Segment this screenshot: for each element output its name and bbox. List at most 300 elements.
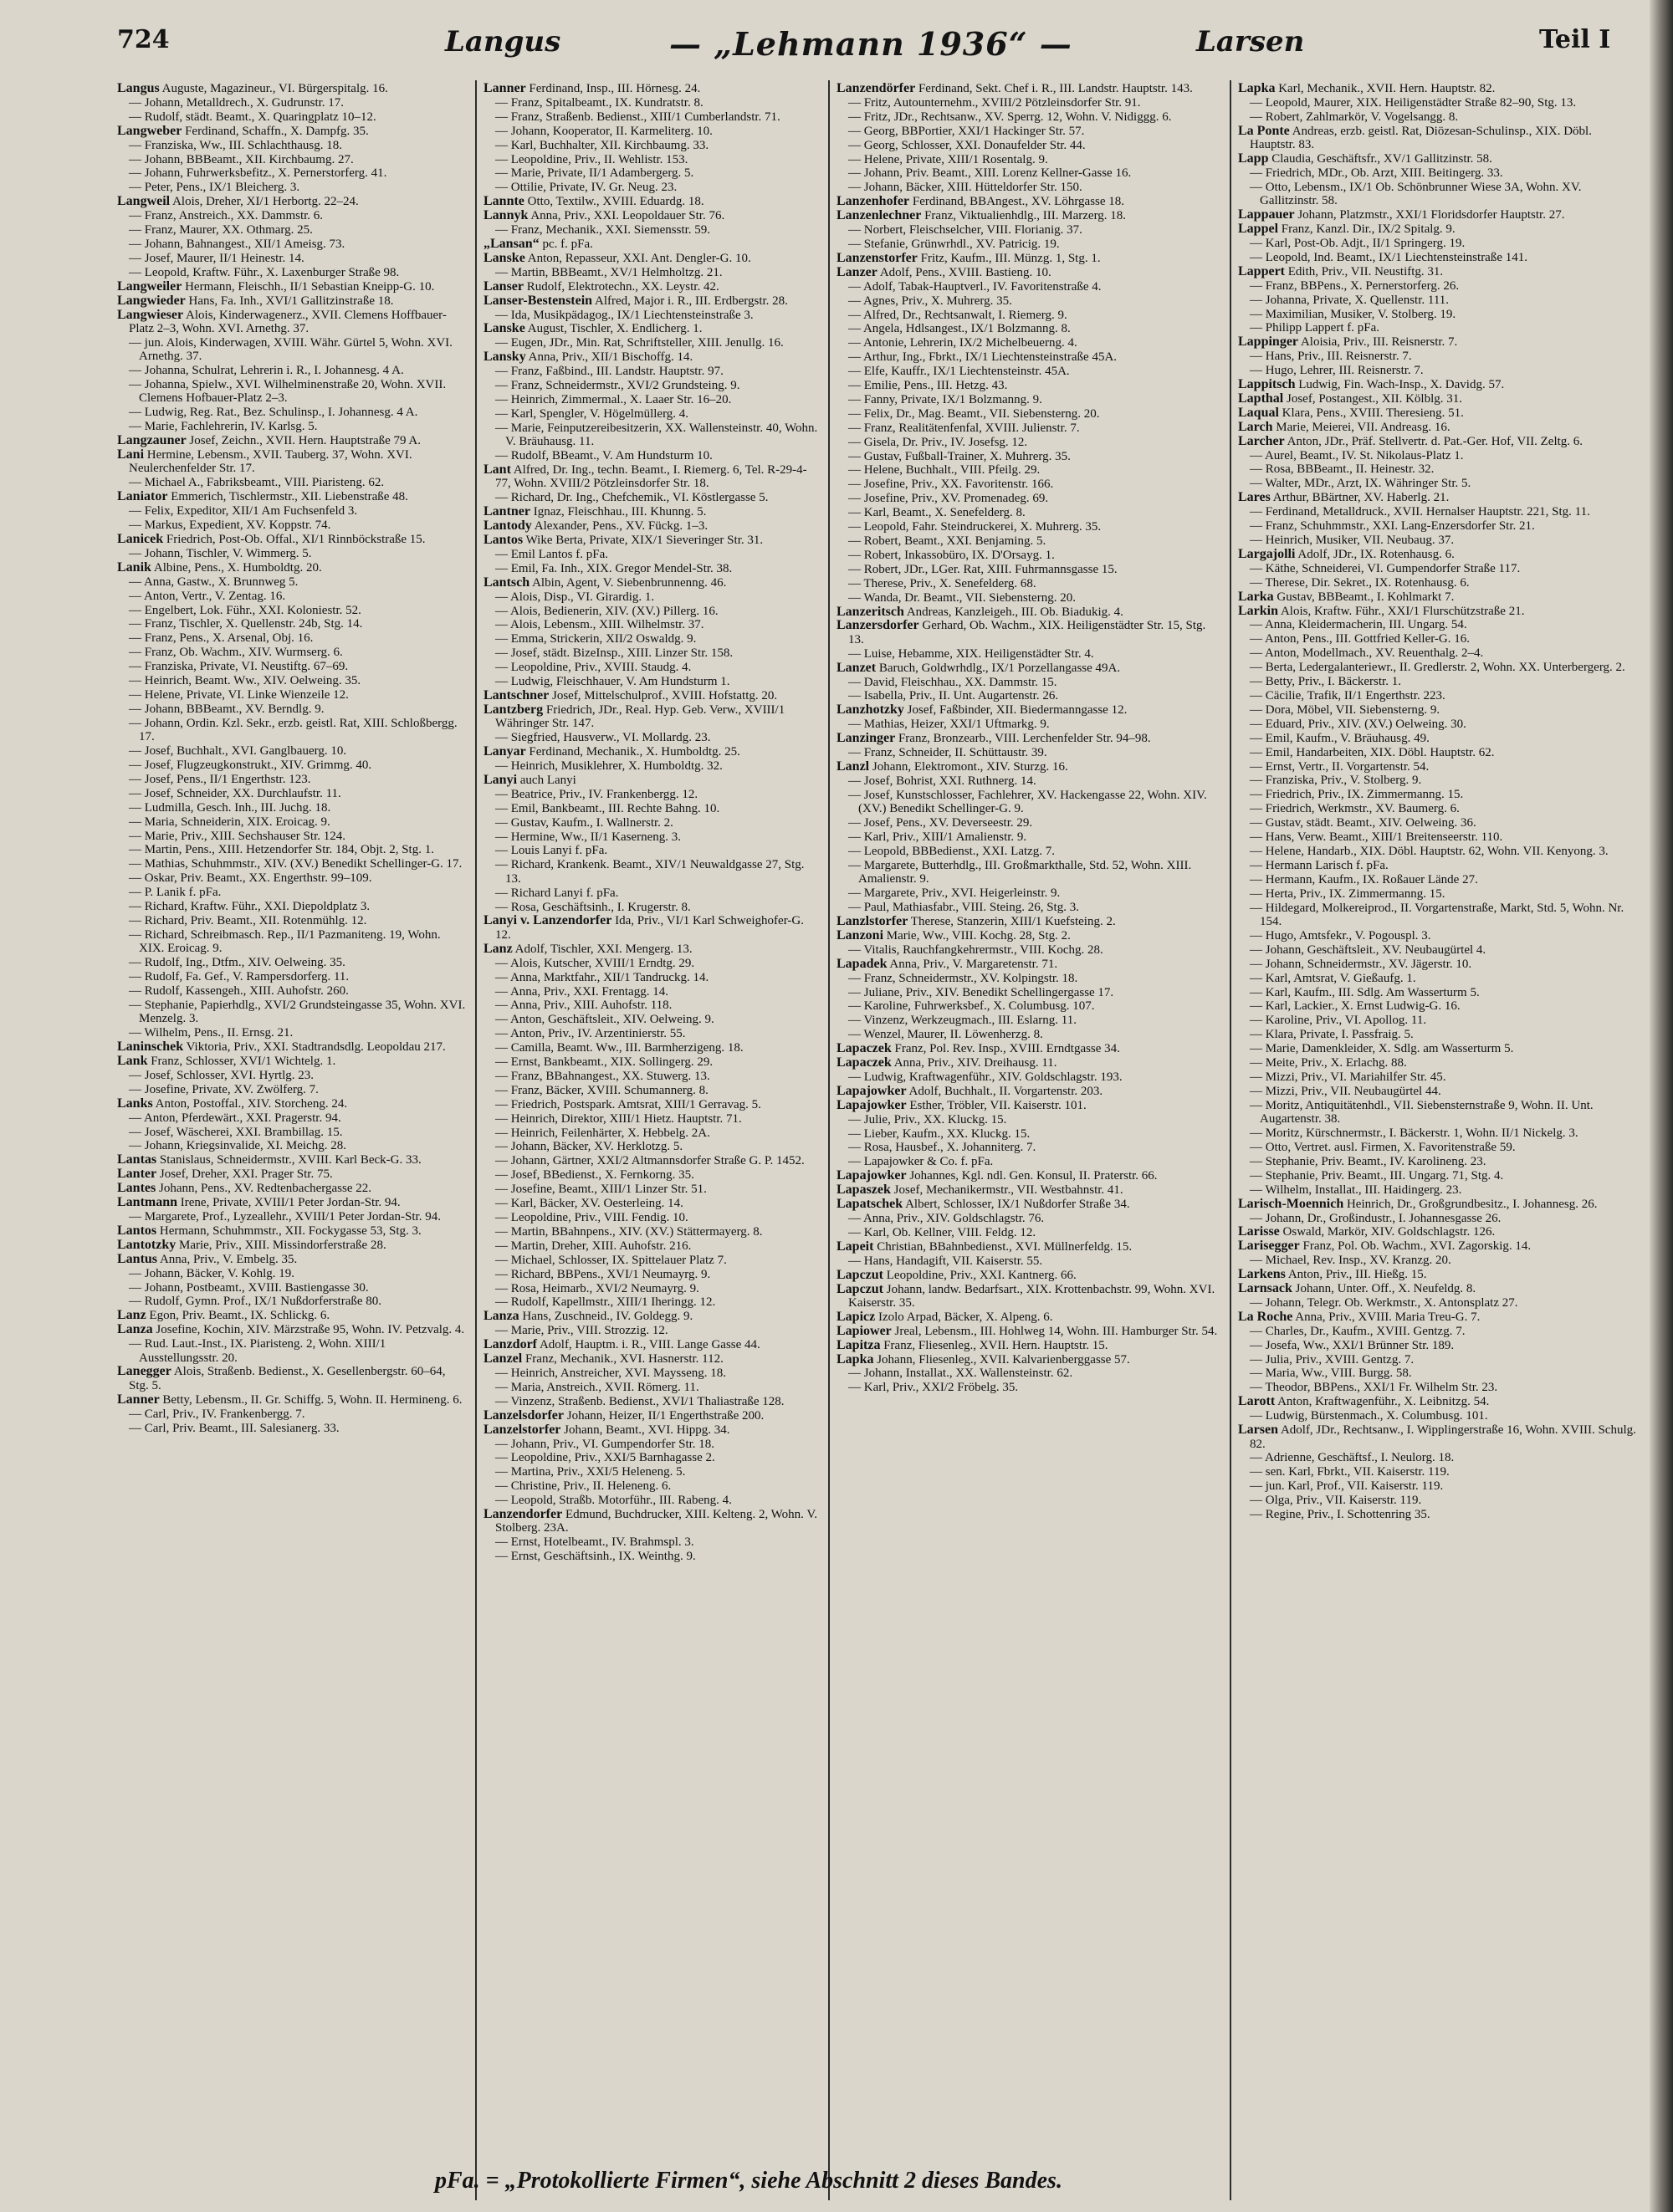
directory-entry (836, 549, 1223, 562)
directory-entry (117, 1365, 467, 1392)
surname: Lanzoni (836, 927, 884, 943)
entry-details: Franz, Spitalbeamt., IX. Kundratstr. 8. (510, 95, 703, 110)
directory-entry (1238, 718, 1638, 731)
entry-details: Karl, Lackier., X. Ernst Ludwig-G. 16. (1265, 999, 1461, 1014)
entry-details: Karl, Priv., XIII/1 Amalienstr. 9. (863, 830, 1027, 845)
surname: Largajolli (1238, 546, 1296, 561)
entry-details: Hugo, Lehrer, III. Reisnerstr. 7. (1265, 364, 1424, 378)
entry-details: Leopold, Kraftw. Führ., X. Laxenburger Straße 98. (144, 265, 400, 279)
surname: Langwieser (117, 307, 184, 322)
entry-details: Julie, Priv., XX. Kluckg. 15. (863, 1112, 1007, 1126)
directory-entry (1238, 859, 1638, 872)
directory-entry (117, 336, 467, 364)
directory-entry (117, 1422, 467, 1435)
directory-entry (483, 1395, 821, 1408)
surname: Lanske (483, 321, 525, 336)
directory-entry (117, 519, 467, 532)
directory-entry (836, 181, 1223, 194)
surname: Lapiower (836, 1323, 892, 1338)
entry-details: Franz, Kanzl. Dir., IX/2 Spitalg. 9. (1281, 222, 1456, 237)
directory-entry (483, 844, 821, 857)
directory-entry (483, 1183, 821, 1196)
entry-details: Heinrich, Dr., Großgrundbesitz., I. Johannesg. 26. (1346, 1197, 1598, 1211)
entry-details: Anna, Priv., XIV. Goldschlagstr. 76. (862, 1212, 1045, 1225)
entry-details: Fritz, Kaufm., III. Münzg. 1, Stg. 1. (920, 251, 1101, 265)
entry-details: Michael A., Fabriksbeamt., VIII. Piaristeng. 62. (144, 476, 385, 490)
entry-details: Fritz, Autounternehm., XVIII/2 Pötzleinsdorfer Str. 91. (863, 95, 1141, 110)
surname: Lanzlstorfer (836, 913, 908, 928)
entry-details: Wike Berta, Private, XIX/1 Sieveringer Str. 31. (525, 534, 764, 547)
directory-entry (836, 393, 1223, 406)
entry-details: Johann, Heizer, II/1 Engerthstraße 200. (566, 1408, 765, 1423)
surname: Lappert (1238, 263, 1285, 278)
entry-details: Johann, Gärtner, XXI/2 Altmannsdorfer Straße G. P. 1452. (510, 1154, 805, 1168)
directory-entry (1238, 1423, 1638, 1451)
entry-details: Klara, Private, I. Passfraig. 5. (1265, 1028, 1414, 1042)
directory-entry (836, 1283, 1223, 1310)
entry-details: Johann, Kooperator, II. Karmeliterg. 10. (510, 124, 713, 138)
entry-details: Hans, Fa. Inh., XVI/1 Gallitzinstraße 18. (188, 294, 394, 308)
directory-entry (117, 1055, 467, 1068)
entry-details: Franz, Schneider, II. Schüttaustr. 39. (863, 746, 1047, 760)
directory-entry (1238, 166, 1638, 180)
directory-entry (1238, 675, 1638, 688)
directory-entry (836, 1056, 1223, 1070)
entry-details: Emil, Fa. Inh., XIX. Gregor Mendel-Str. 38. (510, 561, 733, 575)
entry-details: Claudia, Geschäftsfr., XV/1 Gallitzinstr. 58. (1271, 152, 1492, 166)
surname: Larnsack (1238, 1281, 1292, 1296)
directory-entry (836, 478, 1223, 491)
directory-entry (117, 476, 467, 489)
column-divider (828, 80, 830, 2200)
directory-entry (1238, 774, 1638, 787)
entry-details: Wilhelm, Installat., III. Haidingerg. 23. (1265, 1183, 1462, 1197)
entry-details: Josef, Faßbinder, XII. Biedermanngasse 12. (907, 703, 1128, 718)
entry-details: Mathias, Heizer, XXI/1 Uftmarkg. 9. (863, 718, 1050, 732)
directory-entry (483, 1041, 821, 1055)
directory-entry (483, 605, 821, 618)
entry-details: Ferdinand, BBAngest., XV. Löhrgasse 18. (912, 195, 1125, 209)
entry-details: Adolf, Pens., XVIII. Bastieng. 10. (879, 265, 1051, 279)
entry-details: Alois, Disp., VI. Girardig. 1. (509, 590, 655, 604)
surname: Lanza (117, 1322, 153, 1337)
entry-details: Heinrich, Beamt. Ww., XIV. Oelweing. 35. (144, 674, 361, 688)
directory-entry (117, 674, 467, 687)
entry-details: Franz, Straßenb. Bedienst., XIII/1 Cumberlandstr. 71. (510, 110, 780, 124)
entry-details: Marie, Meierei, VII. Andreasg. 16. (1276, 420, 1450, 434)
entry-details: Wilhelm, Pens., II. Ernsg. 21. (144, 1026, 294, 1040)
entry-details: Alois, Kinderwagenerz., XVII. Clemens Hoffbauer-Platz 2–3, Wohn. XVI. Arnethg. 37. (129, 308, 447, 335)
entry-details: Josef, Pens., II/1 Engerthstr. 123. (144, 772, 311, 786)
directory-entry (1238, 110, 1638, 124)
directory-entry (483, 661, 821, 674)
entry-details: Peter, Pens., IX/1 Bleicherg. 3. (144, 181, 300, 195)
directory-entry (1238, 208, 1638, 222)
part-label: Teil I (1539, 25, 1611, 54)
entry-details: Maria, Schneiderin, XIX. Eroicag. 9. (144, 815, 330, 829)
directory-entry (483, 703, 821, 731)
surname: Larisegger (1238, 1239, 1300, 1254)
directory-entry (117, 420, 467, 433)
directory-entry (1238, 1367, 1638, 1380)
directory-entry (836, 534, 1223, 548)
surname: Larcher (1238, 433, 1285, 448)
directory-entry (836, 929, 1223, 943)
directory-entry (483, 788, 821, 801)
directory-entry (836, 1169, 1223, 1183)
surname: Lanser (483, 278, 524, 294)
entry-details: jun. Karl, Prof., VII. Kaiserstr. 119. (1265, 1479, 1444, 1494)
directory-entry (1238, 82, 1638, 95)
directory-entry (483, 1550, 821, 1563)
entry-details: Ottilie, Private, IV. Gr. Neug. 23. (510, 181, 678, 195)
entry-details: Leopold, Maurer, XIX. Heiligenstädter Straße 82–90, Stg. 13. (1265, 95, 1577, 110)
directory-entry (483, 1168, 821, 1182)
entry-details: Franz, Bronzearb., VIII. Lerchenfelder Str. 94–98. (898, 732, 1151, 746)
directory-entry (117, 604, 467, 617)
directory-entry (836, 915, 1223, 928)
directory-entry (117, 547, 467, 560)
directory-entry (1238, 1028, 1638, 1041)
entry-details: Heinrich, Feilenhärter, X. Hebbelg. 2A. (510, 1126, 710, 1140)
entry-details: Gustav, städt. Beamt., XIV. Oelweing. 36. (1265, 816, 1476, 830)
entry-details: Friedrich, JDr., Real. Hyp. Geb. Verw., XVIII/1 Währinger Str. 147. (495, 702, 785, 731)
entry-details: Anna, Priv., V. Embelg. 35. (159, 1252, 298, 1266)
entry-details: Adolf, JDr., Rechtsanw., I. Wipplingerstraße 16, Wohn. XVIII. Schulg. 82. (1250, 1423, 1636, 1451)
entry-details: Josef, Schneider, XX. Durchlaufstr. 11. (144, 786, 341, 800)
directory-entry (1238, 618, 1638, 631)
entry-details: Esther, Tröbler, VII. Kaiserstr. 101. (909, 1098, 1087, 1112)
entry-details: Otto, Lebensm., IX/1 Ob. Schönbrunner Wiese 3A, Wohn. XV. Gallitzinstr. 58. (1260, 180, 1582, 208)
entry-details: Alois, Kraftw. Führ., XXI/1 Flurschützstraße 21. (1280, 604, 1525, 618)
directory-entry (117, 125, 467, 138)
directory-entry (1238, 1409, 1638, 1423)
directory-entry (1238, 152, 1638, 166)
directory-entry (836, 662, 1223, 675)
directory-entry (1238, 222, 1638, 236)
surname: Lapthal (1238, 391, 1284, 406)
entry-details: Franz, BBPens., X. Pernerstorferg. 26. (1265, 278, 1460, 293)
surname: Lapadek (836, 956, 888, 971)
entry-details: Josef, Schlosser, XVI. Hyrtlg. 23. (144, 1068, 315, 1082)
entry-details: Johann, Ordin. Kzl. Sekr., erzb. geistl. Rat, XIII. Schloßbergg. 17. (139, 716, 458, 744)
first-name-guide: Langus (445, 25, 561, 59)
directory-entry (1238, 1310, 1638, 1324)
entry-details: Herta, Priv., IX. Zimmermanng. 15. (1265, 886, 1445, 901)
directory-entry (483, 1055, 821, 1069)
directory-entry (483, 999, 821, 1012)
entry-details: Meite, Priv., X. Erlachg. 88. (1265, 1056, 1407, 1070)
directory-entry (117, 266, 467, 279)
entry-details: Hermann, Fleischh., II/1 Sebastian Kneipp-G. 10. (185, 279, 435, 294)
surname: Lappinger (1238, 335, 1299, 350)
directory-entry (836, 845, 1223, 858)
directory-entry (1238, 1014, 1638, 1027)
directory-entry (1238, 449, 1638, 462)
entry-details: Hildegard, Molkereiprod., II. Vorgartenstraße, Markt, Std. 5, Wohn. Nr. 154. (1260, 901, 1624, 928)
entry-details: Johanna, Private, X. Quellenstr. 111. (1265, 293, 1450, 307)
entry-details: Johann, Fliesenleg., XVII. Kalvarienberggasse 57. (877, 1352, 1130, 1367)
directory-entry (1238, 746, 1638, 759)
directory-entry (483, 618, 821, 631)
entry-details: Regine, Priv., I. Schottenring 35. (1265, 1508, 1430, 1522)
entry-details: Edith, Priv., VII. Neustiftg. 31. (1287, 264, 1444, 278)
entry-details: Theodor, BBPens., XXI/1 Fr. Wilhelm Str. 23. (1265, 1381, 1498, 1395)
directory-entry (117, 575, 467, 589)
entry-details: Johann, Elektromont., XIV. Sturzg. 16. (872, 760, 1068, 774)
entry-details: Therese, Priv., X. Senefelderg. 68. (863, 576, 1036, 590)
directory-entry (117, 999, 467, 1026)
entry-details: Johann, Bahnangest., XII/1 Ameisg. 73. (144, 237, 345, 251)
entry-details: Siegfried, Hausverw., VI. Mollardg. 23. (510, 731, 711, 745)
directory-entry (1238, 534, 1638, 547)
entry-details: Franz, Schneidermstr., XV. Kolpingstr. 18. (863, 971, 1078, 985)
entry-details: Viktoria, Priv., XXI. Stadtrandsdlg. Leopoldau 217. (186, 1040, 446, 1055)
directory-entry (117, 617, 467, 631)
page-number: 724 (117, 25, 170, 54)
directory-entry (483, 1197, 821, 1210)
entry-details: Franz, Schneidermstr., XVI/2 Grundsteing. 9. (510, 379, 740, 393)
directory-entry (1238, 1381, 1638, 1394)
surname: Lanzer (836, 264, 877, 279)
directory-entry (483, 548, 821, 561)
surname: Lani (117, 447, 145, 462)
surname: Lapeit (836, 1239, 874, 1254)
surname: Langweiler (117, 278, 182, 294)
directory-entry (483, 1295, 821, 1309)
entry-details: Beatrice, Priv., IV. Frankenbergg. 12. (510, 787, 698, 801)
surname: Larkin (1238, 603, 1279, 618)
entry-details: Johann, landw. Bedarfsart., XIX. Krottenbachstr. 99, Wohn. XVI. Kaiserstr. 35. (848, 1282, 1215, 1310)
surname: Laqual (1238, 405, 1279, 420)
directory-entry (483, 407, 821, 421)
directory-entry (483, 1211, 821, 1224)
surname: Lannte (483, 194, 524, 209)
entry-details: Irene, Private, XVIII/1 Peter Jordan-Str. 94. (180, 1196, 401, 1210)
entry-details: Olga, Priv., VII. Kaiserstr. 119. (1265, 1494, 1422, 1508)
directory-entry (1238, 378, 1638, 391)
page-header (117, 25, 1623, 75)
directory-entry (836, 125, 1223, 138)
entry-details: Heinrich, Anstreicher, XVI. Maysseng. 18. (510, 1366, 727, 1380)
entry-details: Ferdinand, Sekt. Chef i. R., III. Landstr. Hauptstr. 143. (918, 82, 1193, 95)
entry-details: Emil, Kaufm., V. Bräuhausg. 49. (1265, 731, 1430, 745)
directory-entry (836, 1070, 1223, 1084)
entry-details: Josef, Zeichn., XVII. Hern. Hauptstraße 79 A. (189, 434, 422, 448)
entry-details: Hans, Priv., III. Reisnerstr. 7. (1265, 350, 1412, 364)
surname: Lappauer (1238, 207, 1295, 222)
directory-entry (117, 631, 467, 645)
surname: Larsen (1238, 1423, 1278, 1438)
directory-entry (117, 660, 467, 673)
directory-entry (117, 561, 467, 575)
entry-details: Rudolf, Kapellmstr., XIII/1 Iheringg. 12. (510, 1295, 716, 1310)
entry-details: Mizzi, Priv., VI. Mariahilfer Str. 45. (1265, 1070, 1446, 1084)
directory-entry (836, 1310, 1223, 1324)
entry-details: Louis Lanyi f. pFa. (510, 844, 608, 858)
surname: Lanza (483, 1309, 519, 1324)
surname: Lapicz (836, 1309, 876, 1324)
directory-entry (117, 1295, 467, 1308)
directory-entry (483, 166, 821, 180)
directory-entry (1238, 1141, 1638, 1154)
surname: Lant (483, 462, 511, 477)
surname: Lanzenlechner (836, 208, 922, 223)
directory-entry (117, 490, 467, 503)
directory-entry (1238, 562, 1638, 575)
entry-details: Josef, städt. BizeInsp., XIII. Linzer Str. 158. (510, 646, 734, 661)
directory-entry (483, 1254, 821, 1267)
directory-entry (836, 166, 1223, 180)
entry-details: Ferdinand, Schaffn., X. Dampfg. 35. (185, 124, 369, 138)
directory-entry (836, 1269, 1223, 1282)
entry-details: Franz, Ob. Wachm., XIV. Wurmserg. 6. (144, 646, 343, 660)
entry-details: Ferdinand, Mechanik., X. Humboldtg. 25. (529, 745, 740, 759)
directory-entry (836, 407, 1223, 421)
directory-entry (836, 96, 1223, 110)
directory-entry (483, 985, 821, 999)
surname: Lanzet (836, 660, 877, 675)
entry-details: Anton, Pferdewärt., XXI. Pragerstr. 94. (143, 1111, 341, 1125)
directory-entry (836, 110, 1223, 124)
entry-details: Marie, Feinputzereibesitzerin, XX. Wallensteinstr. 40, Wohn. V. Bräuhausg. 11. (505, 421, 818, 449)
directory-entry (117, 956, 467, 969)
directory-entry (836, 605, 1223, 619)
directory-entry (1238, 1508, 1638, 1521)
directory-entry (483, 336, 821, 350)
entry-details: Franz, Mechanik., XXI. Siemensstr. 59. (510, 223, 711, 238)
directory-entry (483, 1438, 821, 1451)
entry-details: Ida, Musikpädagog., IX/1 Liechtensteinstraße 3. (510, 308, 754, 322)
surname: Laniator (117, 489, 168, 504)
entry-details: Anton, Repasseur, XXI. Ant. Dengler-G. 10. (527, 251, 751, 265)
entry-details: Franz, Pens., X. Arsenal, Obj. 16. (144, 631, 314, 646)
directory-entry (1238, 802, 1638, 815)
directory-entry (483, 534, 821, 547)
entry-details: Anton, Postoffal., XIV. Storcheng. 24. (155, 1096, 348, 1111)
surname: Lares (1238, 490, 1271, 505)
surname: Lanzendorfer (483, 1507, 563, 1522)
entry-details: Helene, Buchhalt., VIII. Pfeilg. 29. (863, 463, 1041, 478)
surname: Lapajowker (836, 1168, 907, 1183)
surname: Lapajowker (836, 1083, 907, 1098)
directory-entry (483, 1338, 821, 1351)
entry-details: Alois, Straßenb. Bedienst., X. Gesellenbergstr. 60–64, Stg. 5. (129, 1365, 446, 1392)
surname: Larch (1238, 419, 1273, 434)
entry-details: Anton, Geschäftsleit., XIV. Oelweing. 9. (509, 1013, 714, 1027)
directory-entry (1238, 321, 1638, 335)
entry-details: Franz, Schlosser, XVI/1 Wichtelg. 1. (151, 1055, 336, 1069)
entry-details: Rudolf, Ing., Dtfm., XIV. Oelweing. 35. (144, 956, 345, 970)
entry-details: Helene, Private, VI. Linke Wienzeile 12. (144, 687, 349, 702)
entry-details: Johann, Schneidermstr., XV. Jägerstr. 10. (1265, 957, 1472, 971)
entry-details: August, Tischler, X. Endlicherg. 1. (527, 322, 703, 336)
entry-details: Leopoldine, Priv., XVIII. Staudg. 4. (510, 661, 692, 675)
entry-details: Gustav, Kaufm., I. Wallnerstr. 2. (510, 815, 673, 830)
directory-entry (117, 110, 467, 124)
surname: Lanyi v. Lanzendorfer (483, 913, 612, 928)
entry-details: Johanna, Schulrat, Lehrerin i. R., I. Johannesg. 4 A. (144, 364, 404, 378)
directory-entry (836, 830, 1223, 844)
directory-entry (117, 1097, 467, 1111)
directory-entry (483, 971, 821, 984)
entry-details: Cäcilie, Trafik, II/1 Engerthstr. 223. (1265, 688, 1445, 702)
directory-entry (483, 1310, 821, 1323)
directory-entry (117, 843, 467, 856)
directory-entry (1238, 1282, 1638, 1295)
directory-entry (1238, 590, 1638, 604)
directory-entry (1238, 1254, 1638, 1267)
directory-entry (117, 1026, 467, 1040)
directory-entry (117, 280, 467, 294)
entry-details: Johann, Installat., XX. Wallensteinstr. 62. (863, 1367, 1073, 1381)
entry-details: Oswald, Markör, XIV. Goldschlagstr. 126. (1282, 1225, 1496, 1239)
directory-entry (1238, 491, 1638, 504)
directory-entry (836, 463, 1223, 477)
entry-details: Johann, Tischler, V. Wimmerg. 5. (144, 546, 312, 560)
directory-entry (836, 718, 1223, 731)
entry-details: Franz, BBahnangest., XX. Stuwerg. 13. (510, 1069, 710, 1083)
surname: Lanner (117, 1392, 160, 1407)
directory-entry (1238, 519, 1638, 533)
entry-details: Gustav, BBBeamt., I. Kohlmarkt 7. (1276, 590, 1455, 604)
directory-entry (483, 1324, 821, 1337)
surname: Lanzeritsch (836, 604, 904, 619)
surname: Laninschek (117, 1040, 184, 1055)
entry-details: Alfred, Major i. R., III. Erdbergstr. 28. (595, 294, 788, 308)
directory-entry (117, 1040, 467, 1054)
entry-details: Johann, BBBeamt., XII. Kirchbaumg. 27. (144, 152, 354, 166)
entry-details: Adolf, Tischler, XXI. Mengerg. 13. (514, 942, 693, 956)
directory-entry (483, 1494, 821, 1507)
entry-details: Arthur, Ing., Fbrkt., IX/1 Liechtensteinstraße 45A. (862, 350, 1118, 365)
entry-details: Johanna, Spielw., XVI. Wilhelminenstraße 20, Wohn. XVII. Clemens Hofbauer-Platz 2–3. (139, 378, 447, 406)
directory-entry (483, 1070, 821, 1083)
directory-entry (1238, 1155, 1638, 1168)
directory-entry (836, 1325, 1223, 1338)
entry-details: Georg, BBPortier, XXI/1 Hackinger Str. 57. (863, 124, 1085, 138)
directory-entry (836, 958, 1223, 971)
entry-details: Fritz, JDr., Rechtsanw., XV. Sperrg. 12, Wohn. V. Nidiggg. 6. (863, 110, 1172, 124)
surname: Lanzenstorfer (836, 250, 918, 265)
surname: Lannyk (483, 208, 529, 223)
entry-details: Anton, Priv., III. Hießg. 15. (1287, 1268, 1427, 1282)
directory-entry (836, 492, 1223, 505)
directory-entry (483, 1268, 821, 1281)
entry-details: Karl, Ob. Kellner, VIII. Feldg. 12. (863, 1225, 1036, 1239)
directory-entry (117, 1253, 467, 1266)
entry-details: Karl, Kaufm., III. Sdlg. Am Wasserturm 5. (1265, 985, 1480, 999)
directory-entry (836, 1127, 1223, 1141)
directory-entry (836, 139, 1223, 152)
entry-details: Rudolf, städt. Beamt., X. Quaringplatz 10–12. (144, 110, 376, 124)
directory-entry (117, 434, 467, 447)
directory-entry (117, 1182, 467, 1195)
entry-details: Johann, Unter. Off., X. Neufeldg. 8. (1295, 1282, 1476, 1296)
entry-details: Friedrich, Priv., IX. Zimmermanng. 15. (1265, 788, 1464, 802)
entry-details: Anton, Priv., IV. Arzentinierstr. 55. (509, 1027, 686, 1041)
directory-entry (117, 1167, 467, 1181)
entry-details: Berta, Ledergalanteriewr., II. Gredlerstr. 2, Wohn. XX. Unterbergerg. 2. (1265, 661, 1625, 675)
directory-entry (483, 858, 821, 886)
directory-entry (483, 505, 821, 519)
entry-details: Georg, Schlosser, XXI. Donaufelder Str. 44. (863, 138, 1086, 152)
entry-details: Moritz, Antiquitätenhdl., VII. Siebensternstraße 9, Wohn. II. Unt. Augartenstr. 38. (1260, 1098, 1594, 1126)
entry-details: Karl, Priv., XXI/2 Fröbelg. 35. (863, 1381, 1019, 1395)
directory-entry (483, 209, 821, 222)
entry-details: David, Fleischhau., XX. Dammstr. 15. (863, 675, 1057, 689)
entry-details: Eugen, JDr., Min. Rat, Schriftsteller, XIII. Jenullg. 16. (510, 336, 784, 350)
